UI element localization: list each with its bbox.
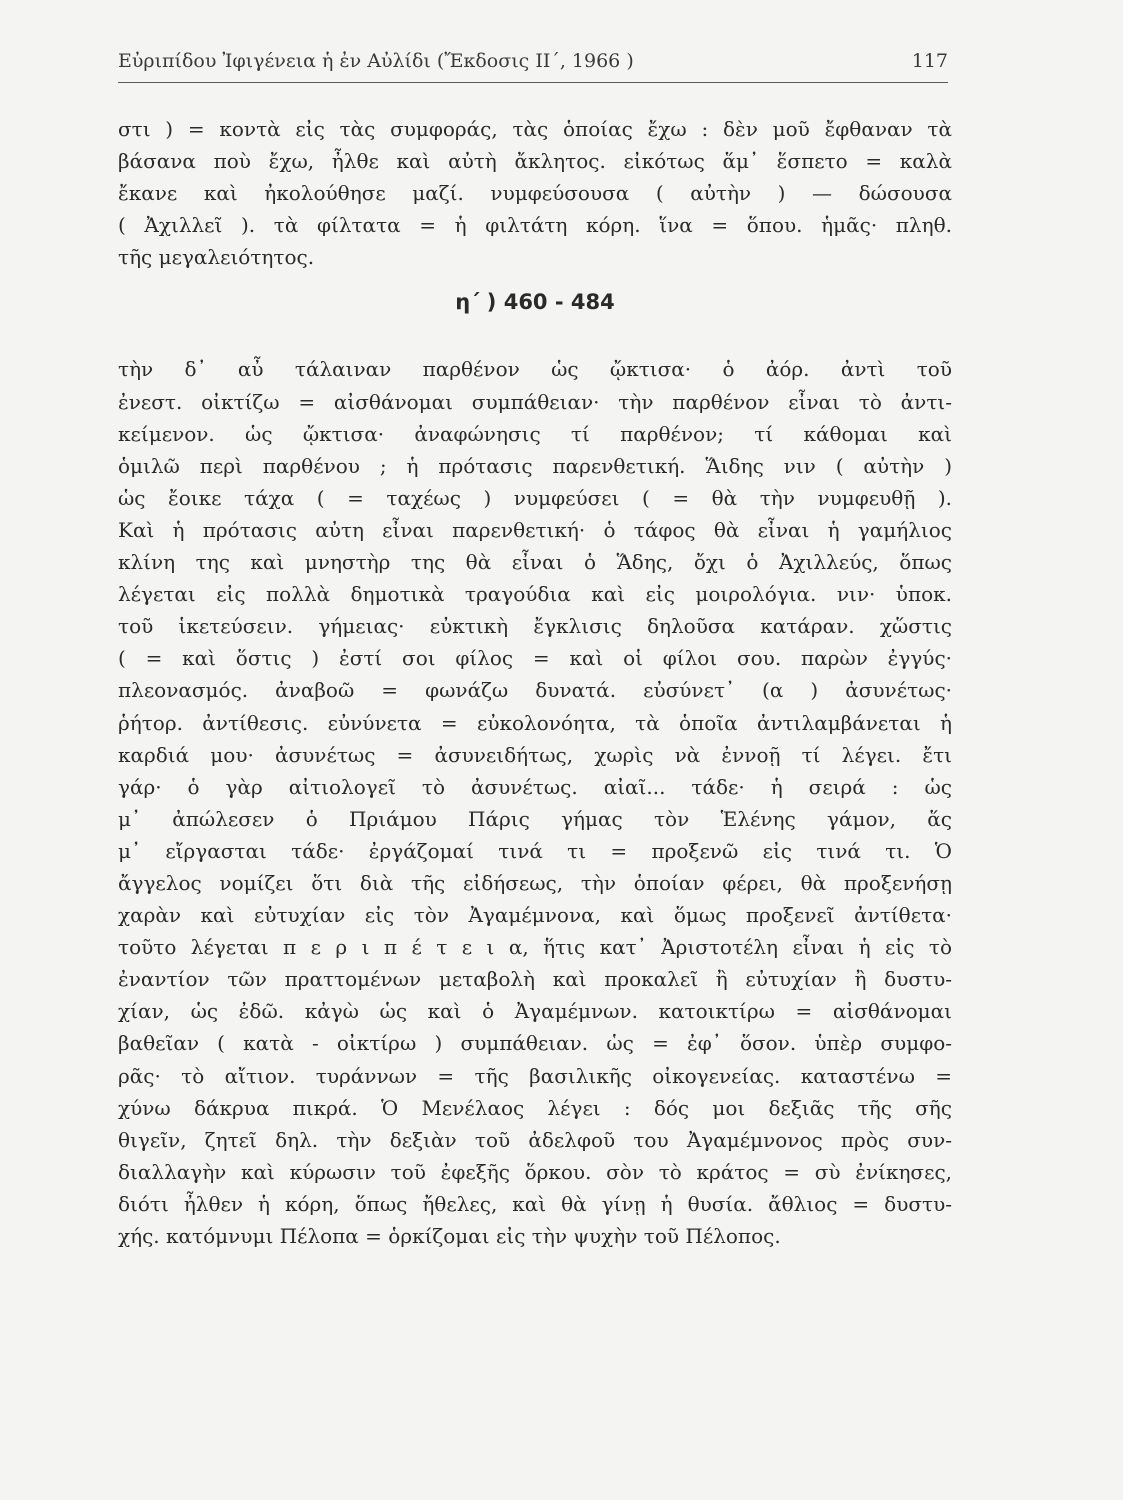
text-line: κλίνη της καὶ μνηστὴρ της θὰ εἶναι ὁ Ἅδης, ὄχι ὁ Ἀχιλλεύς, ὅπως <box>118 550 952 575</box>
text-line: θιγεῖν, ζητεῖ δηλ. τὴν δεξιὰν τοῦ ἀδελφοῦ του Ἀγαμέμνονος πρὸς συν- <box>118 1127 952 1152</box>
text-line: τῆς μεγαλειότητος. <box>118 245 315 270</box>
text-line: πλεονασμός. ἀναβοῶ = φωνάζω δυνατά. εὐσύνετ᾽ (α ) ἀσυνέτως· <box>118 678 952 703</box>
text-line: χής. κατόμνυμι Πέλοπα = ὁρκίζομαι εἰς τὴν ψυχὴν τοῦ Πέλοπος. <box>118 1224 781 1248</box>
text-line: ἐνεστ. οἰκτίζω = αἰσθάνομαι συμπάθειαν· τὴν παρθένον εἶναι τὸ ἀντι- <box>118 389 952 414</box>
commentary-text <box>118 113 952 1252</box>
text-line: ὡς ἔοικε τάχα ( = ταχέως ) νυμφεύσει ( = θὰ τὴν νυμφευθῇ ). <box>118 485 952 510</box>
text-line: μ᾽ ἀπώλεσεν ὁ Πριάμου Πάρις γήμας τὸν Ἑλένης γάμον, ἅς <box>118 806 952 831</box>
text-line: ὁμιλῶ περὶ παρθένου ; ἡ πρότασις παρενθετική. Ἅιδης νιν ( αὐτὴν ) <box>118 453 952 478</box>
text-line: καρδιά μου· ἀσυνέτως = ἀσυνειδήτως, χωρὶς νὰ ἐννοῇ τί λέγει. ἔτι <box>118 742 952 767</box>
header-rule <box>118 82 948 83</box>
text-line: τοῦ ἱκετεύσειν. γήμειας· εὐκτικὴ ἔγκλισις δηλοῦσα κατάραν. χὥστις <box>118 614 952 639</box>
section-heading: η΄ ) 460 - 484 <box>455 290 615 315</box>
text-line: βάσανα ποὺ ἔχω, ἦλθε καὶ αὐτὴ ἄκλητος. εἰκότως ἅμ᾽ ἕσπετο = καλὰ <box>118 149 952 174</box>
text-line: Καὶ ἡ πρότασις αὐτη εἶναι παρενθετική· ὁ τάφος θὰ εἶναι ἡ γαμήλιος <box>118 517 952 542</box>
text-line: χίαν, ὡς ἐδῶ. κἀγὼ ὡς καὶ ὁ Ἀγαμέμνων. κατοικτίρω = αἰσθάνομαι <box>118 999 952 1024</box>
text-line: βαθεῖαν ( κατὰ - οἰκτίρω ) συμπάθειαν. ὡς = ἐφ᾽ ὅσον. ὑπὲρ συμφο- <box>118 1031 952 1056</box>
text-line: ἄγγελος νομίζει ὅτι διὰ τῆς εἰδήσεως, τὴν ὁποίαν φέρει, θὰ προξενήσῃ <box>118 870 952 895</box>
text-line: κείμενον. ὡς ᾤκτισα· ἀναφώνησις τί παρθένον; τί κάθομαι καὶ <box>118 421 952 446</box>
paragraph-1 <box>118 113 952 273</box>
text-line: ῥήτορ. ἀντίθεσις. εὐνύνετα = εὐκολονόητα, τὰ ὁποῖα ἀντιλαμβάνεται ἡ <box>118 710 952 735</box>
text-line: ( = καὶ ὅστις ) ἐστί σοι φίλος = καὶ οἱ φίλοι σου. παρὼν ἐγγύς· <box>118 646 952 671</box>
text-line: διαλλαγὴν καὶ κύρωσιν τοῦ ἐφεξῆς ὅρκου. σὸν τὸ κράτος = σὺ ἐνίκησες, <box>118 1159 952 1184</box>
header-title: Εὐριπίδου Ἰφιγένεια ἡ ἐν Αὐλίδι (Ἔκδοσις ΙΙ΄, 1966 ) <box>118 50 634 72</box>
text-line: ρᾶς· τὸ αἴτιον. τυράννων = τῆς βασιλικῆς οἰκογενείας. καταστένω = <box>118 1063 952 1088</box>
text-line: ἔκανε καὶ ἠκολούθησε μαζί. νυμφεύσουσα ( αὐτὴν ) — δώσουσα <box>118 181 952 206</box>
text-line: διότι ἦλθεν ἡ κόρη, ὅπως ἤθελες, καὶ θὰ γίνῃ ἡ θυσία. ἄθλιος = δυστυ- <box>118 1191 952 1216</box>
text-line: στι ) = κοντὰ εἰς τὰς συμφοράς, τὰς ὁποίας ἔχω : δὲν μοῦ ἔφθαναν τὰ <box>118 117 952 141</box>
paragraph-2 <box>118 353 952 1252</box>
running-header <box>118 42 948 82</box>
text-line: τοῦτο λέγεται π ε ρ ι π έ τ ε ι α, ἥτις κατ᾽ Ἀριστοτέλη εἶναι ἡ εἰς τὸ <box>118 935 952 960</box>
text-line: ἐναντίον τῶν πραττομένων μεταβολὴ καὶ προκαλεῖ ἢ εὐτυχίαν ἢ δυστυ- <box>118 967 952 992</box>
page-number: 117 <box>911 50 948 72</box>
text-line: χαρὰν καὶ εὐτυχίαν εἰς τὸν Ἀγαμέμνονα, καὶ ὅμως προξενεῖ ἀντίθετα· <box>118 903 952 928</box>
text-line: λέγεται εἰς πολλὰ δημοτικὰ τραγούδια καὶ εἰς μοιρολόγια. νιν· ὑποκ. <box>118 582 952 607</box>
text-line: μ᾽ εἴργασται τάδε· ἐργάζομαί τινά τι = προξενῶ εἰς τινά τι. Ὁ <box>118 838 952 863</box>
text-line: τὴν δ᾽ αὖ τάλαιναν παρθένον ὡς ᾤκτισα· ὁ ἀόρ. ἀντὶ τοῦ <box>118 357 952 382</box>
text-line: γάρ· ὁ γὰρ αἰτιολογεῖ τὸ ἀσυνέτως. αἰαῖ... τάδε· ἡ σειρά : ὡς <box>118 774 952 799</box>
text-line: ( Ἀχιλλεῖ ). τὰ φίλτατα = ἡ φιλτάτη κόρη. ἵνα = ὅπου. ἡμᾶς· πληθ. <box>118 213 952 238</box>
text-line: χύνω δάκρυα πικρά. Ὁ Μενέλαος λέγει : δός μοι δεξιᾶς τῆς σῆς <box>118 1095 952 1120</box>
